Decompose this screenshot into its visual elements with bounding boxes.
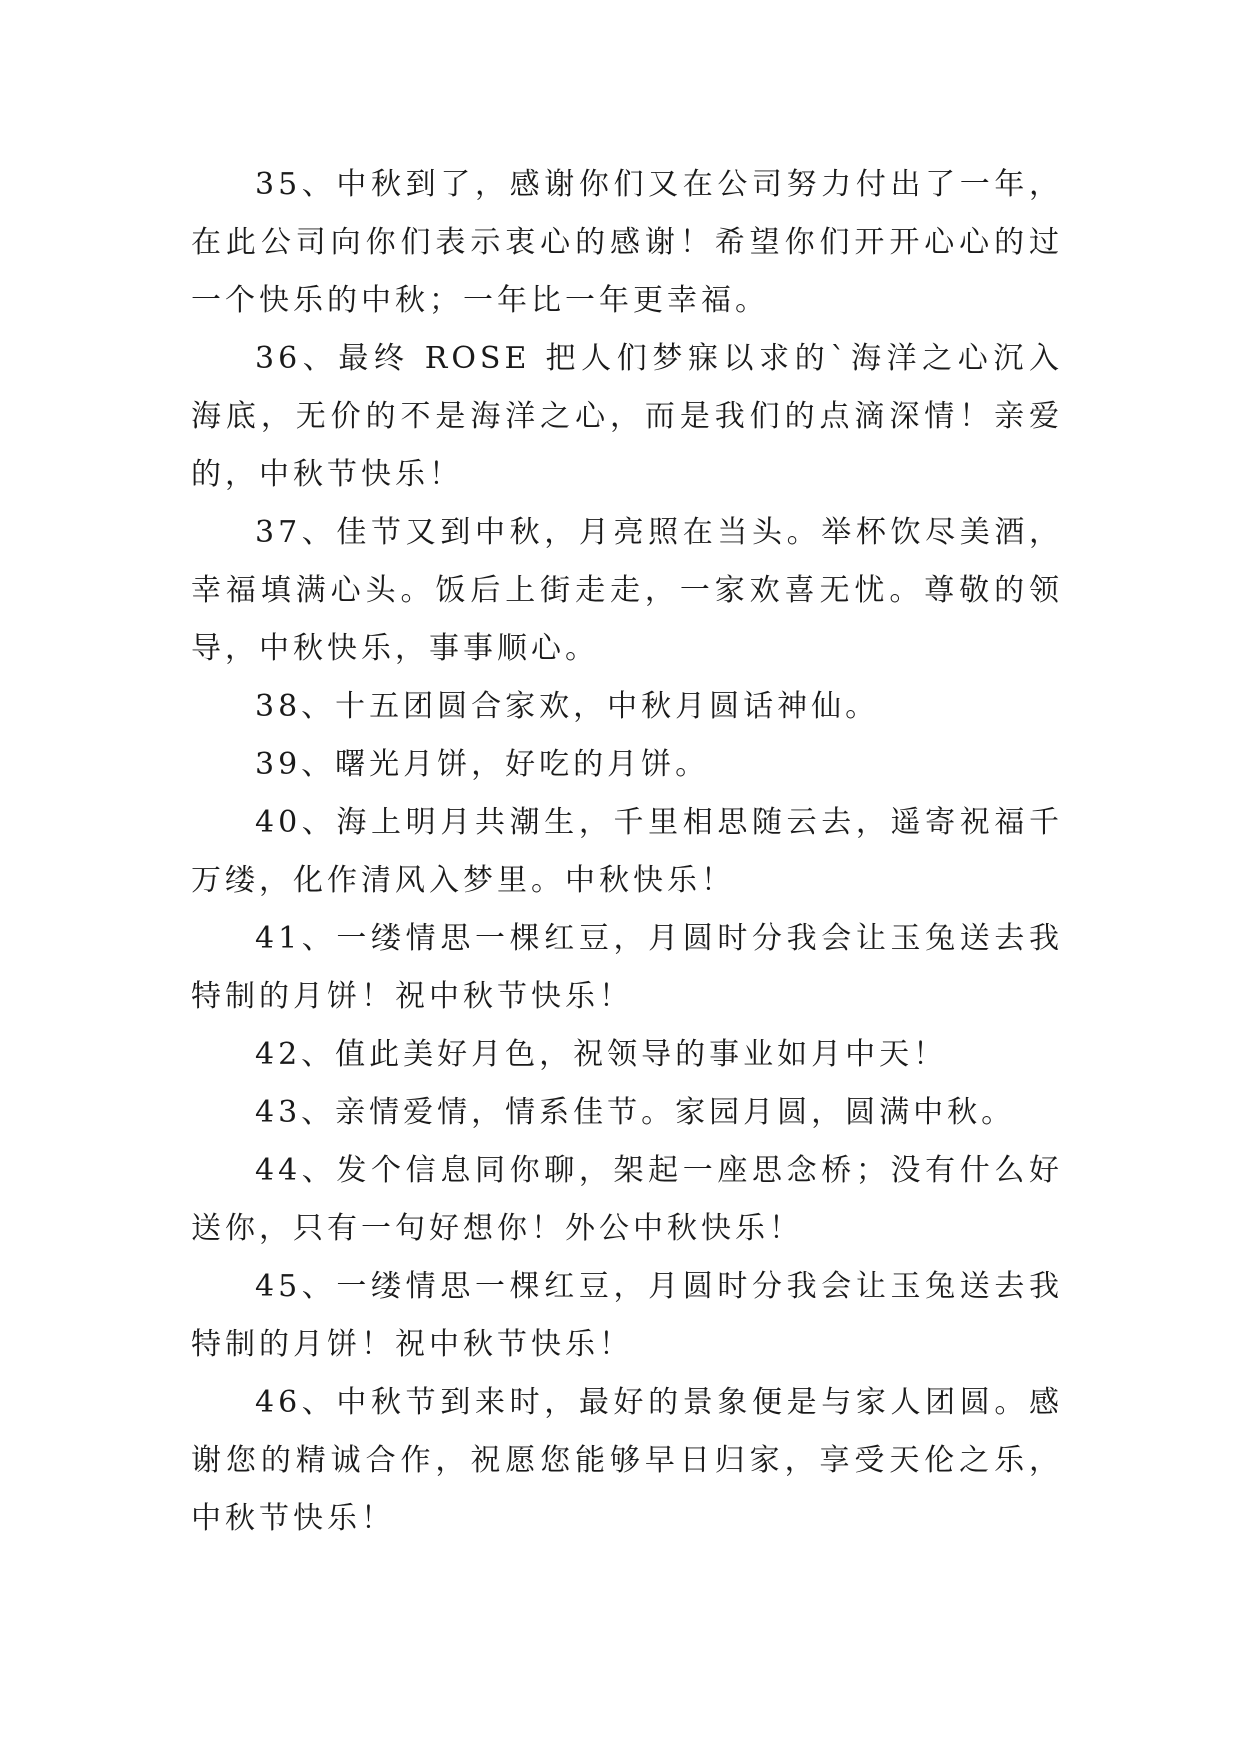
- paragraph-35: 35、中秋到了，感谢你们又在公司努力付出了一年，在此公司向你们表示衷心的感谢！希望你们开开心心的过一个快乐的中秋；一年比一年更幸福。: [191, 167, 1063, 318]
- document-body: [191, 156, 1063, 1548]
- paragraph-36: 36、最终 ROSE 把人们梦寐以求的`海洋之心沉入海底，无价的不是海洋之心，而是我们的点滴深情！亲爱的，中秋节快乐！: [191, 341, 1063, 492]
- paragraph-45: 45、一缕情思一棵红豆，月圆时分我会让玉兔送去我特制的月饼！祝中秋节快乐！: [191, 1269, 1063, 1362]
- paragraph-38: 38、十五团圆合家欢，中秋月圆话神仙。: [255, 689, 880, 724]
- paragraph-40: 40、海上明月共潮生，千里相思随云去，遥寄祝福千万缕，化作清风入梦里。中秋快乐！: [191, 805, 1063, 898]
- paragraph-43: 43、亲情爱情，情系佳节。家园月圆，圆满中秋。: [255, 1095, 1016, 1130]
- paragraph-46: 46、中秋节到来时，最好的景象便是与家人团圆。感谢您的精诚合作，祝愿您能够早日归家，享受天伦之乐，中秋节快乐！: [191, 1385, 1063, 1536]
- paragraph-42: 42、值此美好月色，祝领导的事业如月中天！: [255, 1037, 948, 1072]
- paragraph-39: 39、曙光月饼，好吃的月饼。: [255, 747, 710, 782]
- paragraph-37: 37、佳节又到中秋，月亮照在当头。举杯饮尽美酒，幸福填满心头。饭后上街走走，一家欢喜无忧。尊敬的领导，中秋快乐，事事顺心。: [191, 515, 1063, 666]
- paragraph-44: 44、发个信息同你聊，架起一座思念桥；没有什么好送你，只有一句好想你！外公中秋快乐！: [191, 1153, 1063, 1246]
- paragraph-41: 41、一缕情思一棵红豆，月圆时分我会让玉兔送去我特制的月饼！祝中秋节快乐！: [191, 921, 1063, 1014]
